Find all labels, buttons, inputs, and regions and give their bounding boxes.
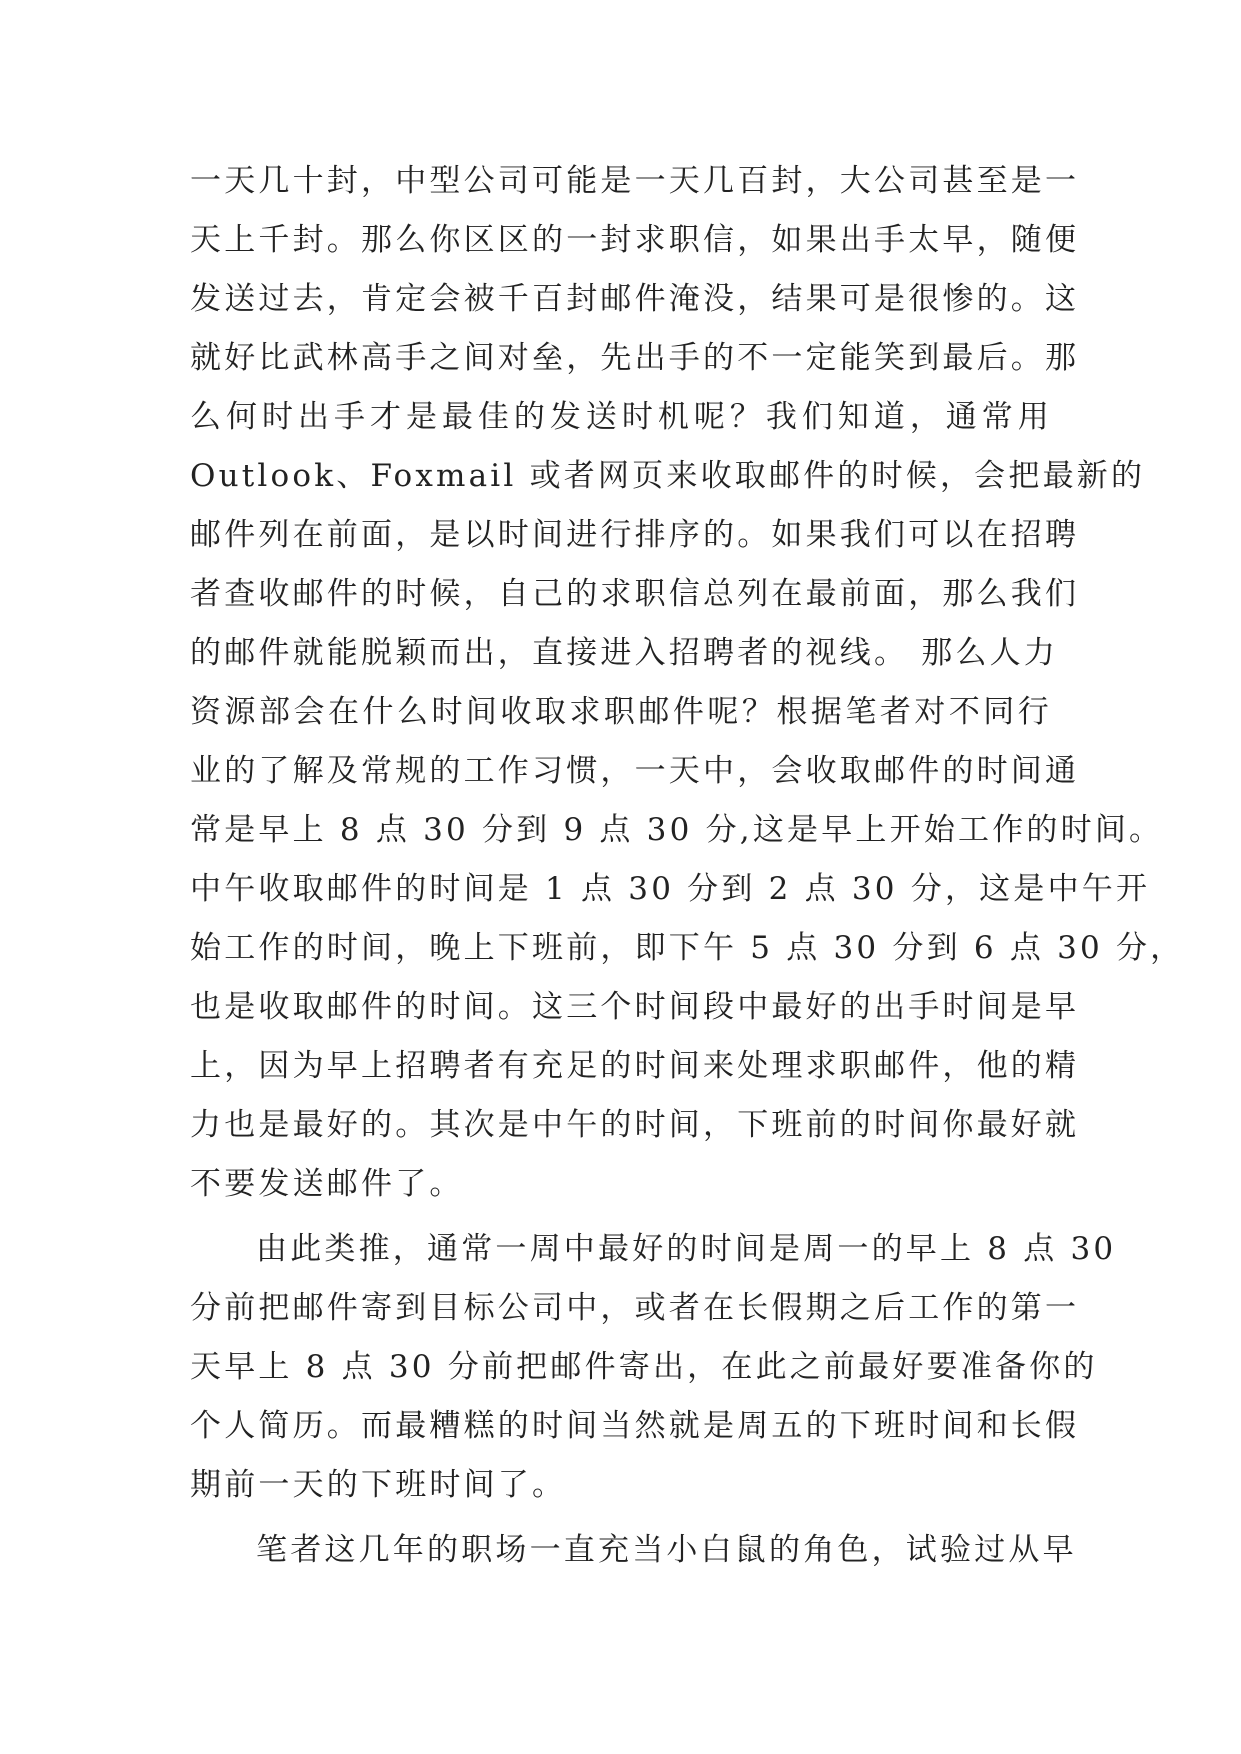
text-line: 也是收取邮件的时间。这三个时间段中最好的出手时间是早: [190, 989, 1080, 1025]
text-line: 由此类推，通常一周中最好的时间是周一的早上 8 点 30: [256, 1231, 1117, 1267]
text-line: 发送过去，肯定会被千百封邮件淹没，结果可是很惨的。这: [190, 281, 1080, 317]
text-line: 不要发送邮件了。: [190, 1166, 464, 1202]
paragraph: [190, 1220, 1117, 1515]
text-line: 上，因为早上招聘者有充足的时间来处理求职邮件，他的精: [190, 1048, 1080, 1084]
text-line: 个人简历。而最糟糕的时间当然就是周五的下班时间和长假: [190, 1408, 1080, 1444]
text-line: 天早上 8 点 30 分前把邮件寄出，在此之前最好要准备你的: [190, 1349, 1098, 1385]
text-line: 资源部会在什么时间收取求职邮件呢？根据笔者对不同行: [190, 694, 1052, 730]
text-line: 的邮件就能脱颖而出，直接进入招聘者的视线。 那么人力: [190, 635, 1059, 671]
text-line: Outlook、Foxmail 或者网页来收取邮件的时候，会把最新的: [190, 458, 1146, 494]
paragraph: [190, 152, 1185, 1214]
text-line: 者查收邮件的时候，自己的求职信总列在最前面，那么我们: [190, 576, 1080, 612]
paragraph: [190, 1521, 1077, 1580]
text-line: 笔者这几年的职场一直充当小白鼠的角色，试验过从早: [256, 1532, 1077, 1568]
text-line: 就好比武林高手之间对垒，先出手的不一定能笑到最后。那: [190, 340, 1080, 376]
document-body: [190, 152, 1185, 1580]
text-line: 业的了解及常规的工作习惯，一天中，会收取邮件的时间通: [190, 753, 1080, 789]
text-line: 么何时出手才是最佳的发送时机呢？我们知道，通常用: [190, 399, 1052, 435]
text-line: 邮件列在前面，是以时间进行排序的。如果我们可以在招聘: [190, 517, 1080, 553]
text-line: 期前一天的下班时间了。: [190, 1467, 567, 1503]
text-line: 中午收取邮件的时间是 1 点 30 分到 2 点 30 分，这是中午开: [190, 871, 1151, 907]
text-line: 常是早上 8 点 30 分到 9 点 30 分,这是早上开始工作的时间。: [190, 812, 1164, 848]
text-line: 一天几十封，中型公司可能是一天几百封，大公司甚至是一: [190, 163, 1080, 199]
text-line: 天上千封。那么你区区的一封求职信，如果出手太早，随便: [190, 222, 1080, 258]
text-line: 分前把邮件寄到目标公司中，或者在长假期之后工作的第一: [190, 1290, 1080, 1326]
text-line: 力也是最好的。其次是中午的时间，下班前的时间你最好就: [190, 1107, 1080, 1143]
text-line: 始工作的时间，晚上下班前，即下午 5 点 30 分到 6 点 30 分，: [190, 930, 1185, 966]
